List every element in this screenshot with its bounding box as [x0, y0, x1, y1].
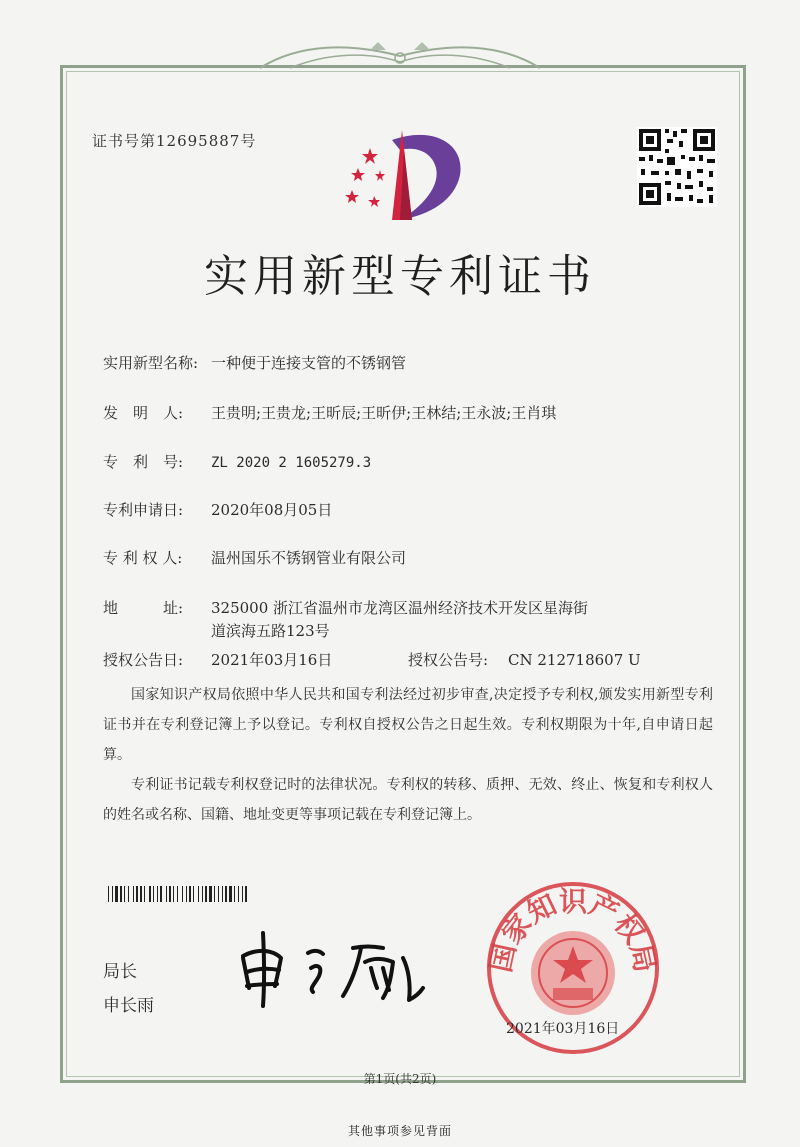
footer-note: 其他事项参见背面	[347, 1124, 452, 1138]
qr-code-icon	[637, 127, 717, 207]
top-ornament	[0, 38, 800, 78]
patent-number-row	[103, 451, 371, 472]
director-title: 局长	[103, 962, 137, 982]
utility-model-name-row	[103, 352, 406, 373]
patentee: 温州国乐不锈钢管业有限公司	[211, 549, 407, 567]
field-label: 专利申请日:	[103, 501, 184, 519]
patentee-row	[103, 547, 406, 568]
inventors: 王贵明;王贵龙;王昕辰;王昕伊;王林结;王永波;王肖琪	[211, 404, 557, 422]
grant-number-row	[408, 649, 641, 670]
page-number: 第1页(共2页)	[363, 1072, 437, 1086]
seal-text: 国家知识产权局	[484, 885, 662, 976]
field-label: 授权公告日:	[103, 651, 184, 669]
address-line-2: 道滨海五路123号	[211, 622, 330, 640]
field-label: 实用新型名称:	[103, 354, 199, 372]
filing-date: 2020年08月05日	[211, 501, 333, 519]
director-block	[103, 955, 154, 1023]
grant-date: 2021年03月16日	[211, 651, 333, 669]
utility-model-name: 一种便于连接支管的不锈钢管	[211, 354, 407, 372]
address-row-continued	[211, 620, 330, 641]
filing-date-row	[103, 499, 332, 520]
director-name: 申长雨	[103, 996, 154, 1016]
field-label: 专 利 号:	[103, 453, 184, 471]
field-label: 地 址:	[103, 599, 184, 617]
handwritten-signature	[233, 928, 433, 1008]
grant-number: CN 212718607 U	[508, 651, 641, 669]
certificate-number: 证书号第12695887号	[92, 132, 257, 150]
barcode-icon	[108, 886, 318, 902]
patent-number: ZL 2020 2 1605279.3	[211, 455, 372, 471]
seal-date: 2021年03月16日	[506, 1021, 620, 1037]
field-label: 授权公告号:	[408, 651, 489, 669]
field-label: 专 利 权 人:	[103, 549, 183, 567]
statement-paragraph: 专利证书记载专利权登记时的法律状况。专利权的转移、质押、无效、终止、恢复和专利权人的姓名或名称、国籍、地址变更等事项记载在专利登记簿上。	[103, 777, 713, 823]
address-row	[103, 597, 588, 618]
certificate-title: 实用新型专利证书	[204, 251, 596, 302]
certificate-statement	[103, 680, 713, 830]
inventors-row	[103, 402, 556, 423]
cnipa-emblem-icon	[340, 120, 470, 225]
address-line-1: 325000 浙江省温州市龙湾区温州经济技术开发区星海街	[211, 599, 589, 617]
statement-paragraph: 国家知识产权局依照中华人民共和国专利法经过初步审查,决定授予专利权,颁发实用新型专利证书并在专利登记簿上予以登记。专利权自授权公告之日起生效。专利权期限为十年,自申请日起算。	[103, 687, 713, 763]
field-label: 发 明 人:	[103, 404, 184, 422]
grant-date-row	[103, 649, 332, 670]
